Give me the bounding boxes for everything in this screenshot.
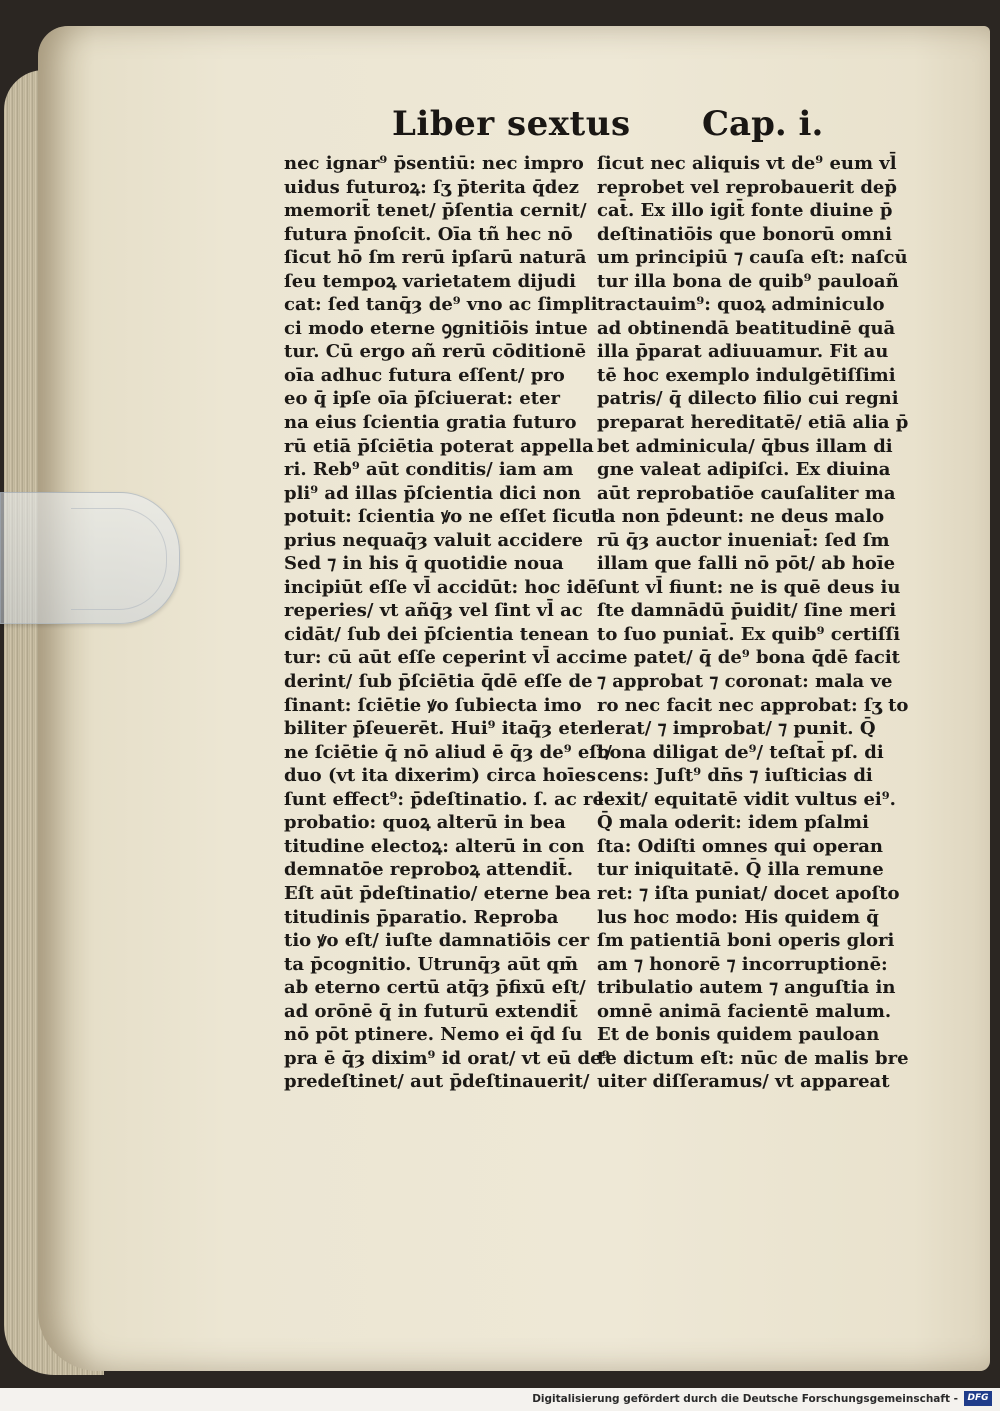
right-column-line: preparat hereditatē/ etiā alia p̄ bbox=[597, 412, 909, 434]
right-column-line: ⁊ approbat ⁊ coronat: mala ve bbox=[597, 671, 893, 693]
right-column-line: aūt reprobatiōe cauſaliter ma bbox=[597, 482, 896, 504]
right-column-line: cens: Juſt⁹ dn̄s ⁊ iuſticias di bbox=[597, 765, 873, 787]
text-column-left bbox=[284, 152, 612, 1094]
right-column-line: ad obtinendā beatitudinē quā bbox=[597, 317, 896, 339]
left-column-line: ſinant: ſciētie ꝟo ſubiecta imo bbox=[284, 694, 582, 716]
left-column-line: predeſtinet/ aut p̄deſtinauerit/ bbox=[284, 1071, 590, 1093]
left-column-line: cat: ſed tanq̄ȝ de⁹ vno ac ſimpli bbox=[284, 294, 598, 316]
right-column-line: ſte damnādū p̄uidit/ ſine meri bbox=[597, 600, 897, 622]
right-column-line: reprobet vel reprobauerit dep̄ bbox=[597, 176, 897, 198]
left-column-line: duo (vt ita dixerim) circa hoīes bbox=[284, 765, 597, 787]
left-column-line: tur: cū aūt eſſe ceperint vl̄ acci bbox=[284, 647, 597, 669]
left-column-line: ta p̄cognitio. Utrunq̄ȝ aūt qm̄ bbox=[284, 953, 579, 975]
right-column-line: te dictum eſt: nūc de malis bre bbox=[597, 1047, 909, 1069]
right-column-line: lerat/ ⁊ improbat/ ⁊ punit. Q̄ bbox=[597, 718, 876, 740]
left-column-line: oīa adhuc futura eſſent/ pro bbox=[284, 364, 565, 386]
right-column-line: ret: ⁊ iſta puniat/ docet apoſto bbox=[597, 882, 900, 904]
page-clip bbox=[0, 492, 180, 624]
right-column-line: omnē animā facientē malum. bbox=[597, 1000, 892, 1022]
left-column-line: memorit̄ tenet/ p̄ſentia cernit/ bbox=[284, 200, 587, 222]
left-column-line: derint/ ſub p̄ſciētia q̄dē eſſe de bbox=[284, 671, 593, 693]
left-column-line: rū etiā p̄ſciētia poterat appella bbox=[284, 435, 594, 457]
right-column-line: me patet/ q̄ de⁹ bona q̄dē facit bbox=[597, 647, 900, 669]
right-column-line: deſtinatiōis que bonorū omni bbox=[597, 223, 892, 245]
left-column-line: tio ꝟo eſt/ iuſte damnatiōis cer bbox=[284, 930, 590, 952]
left-column-line: ſunt effect⁹: p̄deſtinatio. ſ. ac re bbox=[284, 788, 604, 810]
right-column-line: tractauim⁹: quoꝝ adminiculo bbox=[597, 294, 885, 316]
left-column-line: Sed ⁊ in his q̄ quotidie noua bbox=[284, 553, 564, 575]
left-column-line: Eſt aūt p̄deſtinatio/ eterne bea bbox=[284, 882, 591, 904]
right-column-line: patris/ q̄ dilecto filio cui regni bbox=[597, 388, 899, 410]
left-column-line: ri. Reb⁹ aūt conditis/ iam am bbox=[284, 459, 574, 481]
left-column-line: titudinis p̄paratio. Reproba bbox=[284, 906, 559, 928]
left-column-line: prius nequaq̄ȝ valuit accidere bbox=[284, 529, 583, 551]
right-column-line: to ſuo puniat̄. Ex quib⁹ certiſſi bbox=[597, 623, 901, 645]
right-column-line: rū q̄ȝ auctor inueniat̄: ſed ſm bbox=[597, 529, 890, 551]
left-column-line: nec ignar⁹ p̄sentiū: nec impro bbox=[284, 153, 584, 174]
left-column-line: ci modo eterne ꝯgnitiōis intue bbox=[284, 317, 588, 339]
right-column-line: bona diligat de⁹/ teſtat̄ pſ. di bbox=[597, 741, 884, 763]
right-column-line: ſicut nec aliquis vt de⁹ eum vl̄ bbox=[597, 153, 897, 174]
right-column-line: um principiū ⁊ cauſa eſt: naſcū bbox=[597, 247, 908, 269]
right-column-line: illa p̄parat adiuuamur. Fit au bbox=[597, 341, 889, 363]
left-column-line: eo q̄ ipſe oīa p̄ſciuerat: eter bbox=[284, 388, 560, 410]
right-column-line: tur illa bona de quib⁹ pauloañ bbox=[597, 270, 899, 292]
funding-credit: Digitalisierung gefördert durch die Deutsche Forschungsgemeinschaft - bbox=[532, 1393, 958, 1405]
left-column-line: nō pōt ptinere. Nemo ei q̄d ſu bbox=[284, 1024, 583, 1046]
left-column-line: demnatōe reproboꝝ attendit̄. bbox=[284, 859, 573, 881]
text-column-right bbox=[597, 152, 912, 1094]
left-column-line: pli⁹ ad illas p̄ſcientia dici non bbox=[284, 482, 581, 504]
right-column-line: ro nec facit nec approbat: ſʒ to bbox=[597, 694, 909, 716]
right-column-line: Et de bonis quidem pauloan bbox=[597, 1024, 880, 1046]
left-column-line: ab eterno certū atq̄ȝ p̄fixū eſt/ bbox=[284, 977, 586, 999]
left-column-line: uidus futuroꝝ: ſʒ p̄terita q̄dez bbox=[284, 176, 580, 198]
right-column-line: ſunt vl̄ fiunt: ne is quē deus iu bbox=[597, 576, 901, 598]
right-column-line: Q̄ mala oderit: idem pſalmi bbox=[597, 812, 869, 834]
right-column-line: cat̄. Ex illo igit̄ fonte diuine p̄ bbox=[597, 200, 893, 222]
footer-bar bbox=[0, 1388, 1000, 1411]
left-column-line: ſicut hō ſm rerū ipſarū naturā bbox=[284, 247, 587, 269]
right-column-line: bet adminicula/ q̄bus illam di bbox=[597, 435, 893, 457]
right-column-line: am ⁊ honorē ⁊ incorruptionē: bbox=[597, 953, 888, 975]
right-column-line: gne valeat adipiſci. Ex diuina bbox=[597, 459, 891, 481]
right-column-line: ſta: Odiſti omnes qui operan bbox=[597, 835, 883, 857]
left-column-line: reperies/ vt añq̄ȝ vel ſint vl̄ ac bbox=[284, 600, 583, 622]
right-column-line: tur iniquitatē. Q̄ illa remune bbox=[597, 859, 884, 881]
running-header-chapter: Cap. i. bbox=[702, 104, 824, 144]
right-column-line: tribulatio autem ⁊ anguſtia in bbox=[597, 977, 896, 999]
left-column-line: potuit: ſcientia ꝟo ne eſſet ſicut bbox=[284, 506, 600, 528]
right-column-line: la non p̄deunt: ne deus malo bbox=[597, 506, 885, 528]
left-column-line: ne ſciētie q̄ nō aliud ē q̄ȝ de⁹ eſt/ bbox=[284, 741, 612, 763]
left-column-line: ad orōnē q̄ in futurū extendit̄ bbox=[284, 1000, 578, 1022]
left-column-line: ſeu tempoꝝ varietatem dijudi bbox=[284, 270, 577, 292]
right-column-line: illam que falli nō pōt/ ab hoīe bbox=[597, 553, 896, 575]
running-header-title: Liber sextus bbox=[392, 104, 631, 144]
right-column-line: tē hoc exemplo indulgētiſſimi bbox=[597, 364, 896, 386]
left-column-line: pra ē q̄ȝ dixim⁹ id orat/ vt eū de⁹ bbox=[284, 1047, 610, 1069]
left-column-line: tur. Cū ergo añ rerū cōditionē bbox=[284, 341, 587, 363]
right-column-line: uiter diſſeramus/ vt appareat bbox=[597, 1071, 890, 1093]
left-column-line: cidāt/ ſub dei p̄ſcientia tenean bbox=[284, 623, 589, 645]
left-column-line: na eius ſcientia gratia futuro bbox=[284, 412, 577, 434]
left-column-line: biliter p̄ſeuerēt. Hui⁹ itaq̄ȝ eter bbox=[284, 718, 600, 740]
left-column-line: incipiūt eſſe vl̄ accidūt: hoc idē bbox=[284, 576, 598, 598]
right-column-line: lus hoc modo: His quidem q̄ bbox=[597, 906, 879, 928]
left-column-line: titudine electoꝝ: alterū in con bbox=[284, 835, 585, 857]
left-column-line: futura p̄noſcit. Oīa tñ hec nō bbox=[284, 223, 573, 245]
right-column-line: ſm patientiā boni operis glori bbox=[597, 930, 895, 952]
left-column-line: probatio: quoꝝ alterū in bea bbox=[284, 812, 566, 834]
page-clip-loop bbox=[71, 508, 167, 610]
dfg-logo-icon: DFG bbox=[964, 1391, 992, 1406]
right-column-line: lexit/ equitatē vidit vultus ei⁹. bbox=[597, 788, 896, 810]
